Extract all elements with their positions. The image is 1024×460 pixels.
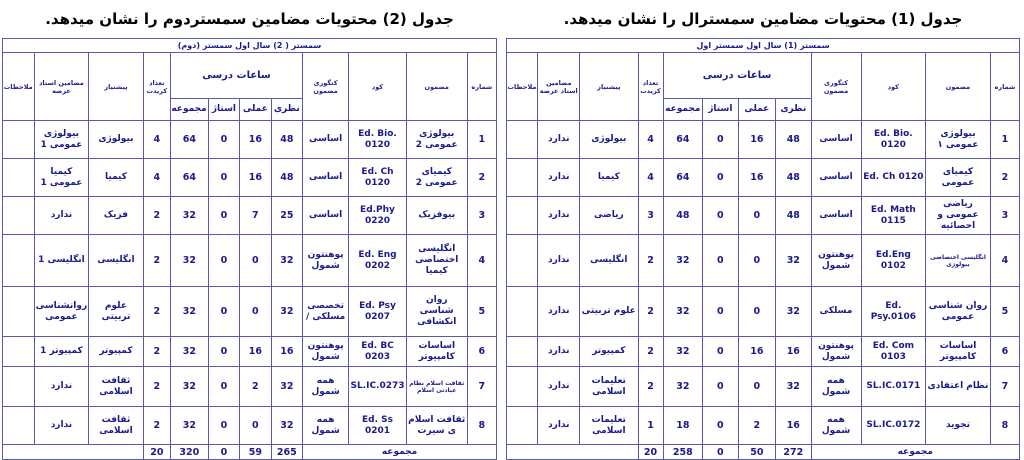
total-credits: 20 — [143, 445, 170, 460]
table-row — [3, 407, 497, 445]
cell-credits: 2 — [638, 235, 663, 287]
header-code: کود — [861, 53, 926, 121]
cell-dept: انگلیسی 1 — [34, 235, 89, 287]
cell-theory: 32 — [776, 367, 811, 407]
header-theory: نظری — [271, 99, 302, 121]
cell-no: 8 — [467, 407, 496, 445]
cell-category: اساسی — [811, 159, 861, 197]
cell-master: 0 — [703, 337, 738, 367]
cell-code: SL.IC.0273 — [349, 367, 407, 407]
cell-practical: 16 — [738, 159, 776, 197]
cell-credits: 4 — [638, 159, 663, 197]
total-practical: 59 — [240, 445, 271, 460]
cell-master: 0 — [703, 121, 738, 159]
header-credits: تعداد کریدت — [143, 53, 170, 121]
cell-master: 0 — [208, 407, 239, 445]
cell-subject: بیولوژی عمومی 2 — [406, 121, 467, 159]
cell-category: اساسی — [811, 121, 861, 159]
cell-dept: ندارد — [34, 407, 89, 445]
cell-prereq: تعلیمات اسلامی — [580, 407, 638, 445]
cell-prereq: بیولوژی — [89, 121, 144, 159]
cell-master: 0 — [208, 197, 239, 235]
cell-no: 2 — [467, 159, 496, 197]
cell-credits: 4 — [638, 121, 663, 159]
table-row — [507, 197, 1020, 235]
header-theory: نظری — [776, 99, 811, 121]
cell-credits: 2 — [143, 407, 170, 445]
cell-no: 7 — [467, 367, 496, 407]
cell-category: همه شمول — [303, 367, 349, 407]
cell-code: Ed. Psy 0207 — [349, 287, 407, 337]
cell-no: 3 — [467, 197, 496, 235]
cell-category: تخصصی مسلکی / — [303, 287, 349, 337]
cell-total: 18 — [663, 407, 703, 445]
cell-notes — [3, 235, 35, 287]
cell-practical: 0 — [240, 287, 271, 337]
cell-category: همه شمول — [811, 407, 861, 445]
total-theory: 272 — [776, 445, 811, 460]
cell-practical: 16 — [738, 121, 776, 159]
cell-master: 0 — [703, 367, 738, 407]
table-row — [507, 159, 1020, 197]
cell-notes — [3, 337, 35, 367]
cell-notes — [3, 159, 35, 197]
cell-category: اساسی — [303, 159, 349, 197]
cell-prereq: تعلیمات اسلامی — [580, 367, 638, 407]
cell-practical: 7 — [240, 197, 271, 235]
cell-dept: ندارد — [538, 159, 580, 197]
cell-master: 0 — [208, 121, 239, 159]
cell-notes — [3, 367, 35, 407]
cell-practical: 2 — [738, 407, 776, 445]
cell-no: 1 — [990, 121, 1019, 159]
cell-master: 0 — [703, 235, 738, 287]
cell-credits: 2 — [143, 235, 170, 287]
header-notes: ملاحظات — [3, 53, 35, 121]
cell-notes — [507, 197, 538, 235]
cell-total: 32 — [663, 287, 703, 337]
cell-category: همه شمول — [811, 367, 861, 407]
cell-category: اساسی — [811, 197, 861, 235]
curriculum-table — [2, 38, 497, 460]
cell-subject: بیوفزیک — [406, 197, 467, 235]
totals-empty — [507, 445, 639, 460]
cell-code: Ed. Math 0115 — [861, 197, 926, 235]
cell-code: Ed. BC 0203 — [349, 337, 407, 367]
cell-credits: 2 — [638, 287, 663, 337]
cell-code: Ed. Ch 0120 — [349, 159, 407, 197]
cell-code: Ed. Ss 0201 — [349, 407, 407, 445]
cell-theory: 48 — [776, 121, 811, 159]
cell-dept: ندارد — [34, 197, 89, 235]
totals-row — [3, 445, 497, 460]
cell-subject: ریاضی عمومی و احصائیه — [926, 197, 991, 235]
cell-code: SL.IC.0172 — [861, 407, 926, 445]
cell-total: 32 — [663, 235, 703, 287]
cell-code: Ed.Eng 0102 — [861, 235, 926, 287]
cell-dept: ندارد — [538, 235, 580, 287]
cell-master: 0 — [208, 367, 239, 407]
cell-subject: کیمیای عمومی — [926, 159, 991, 197]
cell-code: Ed. Bio. 0120 — [349, 121, 407, 159]
cell-no: 1 — [467, 121, 496, 159]
cell-theory: 32 — [271, 287, 302, 337]
table-title: جدول (2) محتویات مضامین سمستردوم را نشان میدهد. — [45, 10, 454, 28]
cell-subject: کیمیای عمومی 2 — [406, 159, 467, 197]
total-master: 0 — [208, 445, 239, 460]
cell-total: 32 — [170, 407, 208, 445]
cell-master: 0 — [703, 159, 738, 197]
cell-dept: ندارد — [538, 337, 580, 367]
cell-subject: انگلیسی اختصاصی بیولوژی — [926, 235, 991, 287]
cell-practical: 16 — [738, 337, 776, 367]
cell-theory: 48 — [776, 159, 811, 197]
cell-practical: 0 — [738, 367, 776, 407]
curriculum-table — [506, 38, 1020, 460]
cell-dept: روانشناسی عمومی — [34, 287, 89, 337]
total-total: 320 — [170, 445, 208, 460]
cell-no: 8 — [990, 407, 1019, 445]
cell-credits: 4 — [143, 159, 170, 197]
cell-dept: ندارد — [538, 287, 580, 337]
table-row — [3, 235, 497, 287]
totals-label: مجموعه — [303, 445, 497, 460]
cell-notes — [507, 407, 538, 445]
totals-label: مجموعه — [811, 445, 1019, 460]
cell-no: 4 — [990, 235, 1019, 287]
cell-no: 6 — [990, 337, 1019, 367]
cell-total: 32 — [170, 287, 208, 337]
cell-total: 32 — [170, 235, 208, 287]
cell-prereq: کمپیوتر — [89, 337, 144, 367]
totals-empty — [3, 445, 144, 460]
cell-notes — [507, 337, 538, 367]
cell-notes — [507, 367, 538, 407]
cell-theory: 48 — [271, 159, 302, 197]
table-row — [3, 337, 497, 367]
cell-code: Ed. Eng 0202 — [349, 235, 407, 287]
cell-prereq: علوم تربیتی — [89, 287, 144, 337]
cell-category: اساسی — [303, 197, 349, 235]
table-row — [3, 159, 497, 197]
semester-label: سمستر (1) سال اول سمستر اول — [507, 39, 1020, 53]
table-row — [3, 367, 497, 407]
cell-theory: 16 — [776, 337, 811, 367]
cell-prereq: ثقافت اسلامی — [89, 367, 144, 407]
cell-category: اساسی — [303, 121, 349, 159]
header-practical: عملی — [738, 99, 776, 121]
cell-code: Ed. Com 0103 — [861, 337, 926, 367]
cell-credits: 2 — [143, 197, 170, 235]
header-hours: ساعات درسی — [663, 53, 811, 99]
table-1-panel — [506, 0, 1020, 460]
table-row — [507, 367, 1020, 407]
cell-credits: 2 — [143, 367, 170, 407]
cell-notes — [507, 121, 538, 159]
cell-prereq: انگلیسی — [89, 235, 144, 287]
header-dept: مضامین استاد عرضه — [538, 53, 580, 121]
cell-notes — [3, 121, 35, 159]
table-row — [507, 407, 1020, 445]
cell-theory: 25 — [271, 197, 302, 235]
cell-dept: بیولوژی عمومی 1 — [34, 121, 89, 159]
cell-category: مسلکی — [811, 287, 861, 337]
semester-label: سمستر ( 2) سال اول سمستر (دوم) — [3, 39, 497, 53]
cell-notes — [507, 287, 538, 337]
cell-master: 0 — [208, 235, 239, 287]
total-master: 0 — [703, 445, 738, 460]
semester-row — [3, 39, 497, 53]
cell-master: 0 — [208, 287, 239, 337]
cell-notes — [3, 287, 35, 337]
cell-theory: 32 — [271, 407, 302, 445]
cell-theory: 16 — [776, 407, 811, 445]
cell-theory: 32 — [271, 235, 302, 287]
cell-practical: 16 — [240, 337, 271, 367]
cell-prereq: کیمیا — [89, 159, 144, 197]
cell-subject: انگلیسی اختصاصی کیمیا — [406, 235, 467, 287]
cell-category: پوهنتون شمول — [811, 337, 861, 367]
cell-category: همه شمول — [303, 407, 349, 445]
cell-subject: نظام اعتقادی — [926, 367, 991, 407]
cell-category: پوهنتون شمول — [811, 235, 861, 287]
header-credits: تعداد کریدت — [638, 53, 663, 121]
cell-notes — [507, 235, 538, 287]
cell-practical: 0 — [738, 197, 776, 235]
table-title: جدول (1) محتویات مضامین سمسترال را نشان میدهد. — [563, 10, 963, 28]
header-subject: مضمون — [926, 53, 991, 121]
cell-prereq: ریاضی — [580, 197, 638, 235]
table-row — [507, 121, 1020, 159]
cell-credits: 4 — [143, 121, 170, 159]
cell-total: 48 — [663, 197, 703, 235]
cell-no: 3 — [990, 197, 1019, 235]
cell-no: 2 — [990, 159, 1019, 197]
cell-practical: 0 — [738, 235, 776, 287]
cell-subject: ثقافت اسلام ی سیرت — [406, 407, 467, 445]
cell-practical: 0 — [738, 287, 776, 337]
cell-practical: 16 — [240, 159, 271, 197]
header-no: شماره — [467, 53, 496, 121]
cell-prereq: بیولوژی — [580, 121, 638, 159]
cell-subject: ثقافت اسلام نظام عبادتی اسلام — [406, 367, 467, 407]
totals-row — [507, 445, 1020, 460]
cell-credits: 2 — [143, 337, 170, 367]
cell-master: 0 — [703, 407, 738, 445]
cell-theory: 32 — [271, 367, 302, 407]
header-master: استاژ — [703, 99, 738, 121]
cell-total: 32 — [663, 337, 703, 367]
cell-dept: ندارد — [538, 367, 580, 407]
cell-theory: 48 — [776, 197, 811, 235]
cell-prereq: علوم تربیتی — [580, 287, 638, 337]
cell-prereq: کیمیا — [580, 159, 638, 197]
total-total: 258 — [663, 445, 703, 460]
cell-dept: کمپیوتر 1 — [34, 337, 89, 367]
cell-total: 32 — [170, 337, 208, 367]
cell-total: 32 — [170, 367, 208, 407]
header-master: استاژ — [208, 99, 239, 121]
cell-notes — [507, 159, 538, 197]
cell-total: 64 — [170, 159, 208, 197]
header-notes: ملاحظات — [507, 53, 538, 121]
cell-dept: کیمیا عمومی 1 — [34, 159, 89, 197]
total-practical: 50 — [738, 445, 776, 460]
cell-theory: 32 — [776, 235, 811, 287]
table-row — [507, 235, 1020, 287]
cell-notes — [3, 407, 35, 445]
cell-prereq: کمپیوتر — [580, 337, 638, 367]
header-prereq: پیشنیاز — [89, 53, 144, 121]
cell-total: 64 — [663, 121, 703, 159]
cell-credits: 3 — [638, 197, 663, 235]
header-subject: مضمون — [406, 53, 467, 121]
cell-dept: ندارد — [34, 367, 89, 407]
cell-theory: 32 — [776, 287, 811, 337]
table-row — [3, 121, 497, 159]
header-category: کتگوری مضمون — [811, 53, 861, 121]
header-practical: عملی — [240, 99, 271, 121]
cell-subject: بیولوژی عمومی ۱ — [926, 121, 991, 159]
header-code: کود — [349, 53, 407, 121]
cell-prereq: انگلیسی — [580, 235, 638, 287]
header-row — [507, 53, 1020, 99]
cell-practical: 0 — [240, 235, 271, 287]
cell-no: 5 — [990, 287, 1019, 337]
cell-code: Ed.Phy 0220 — [349, 197, 407, 235]
header-category: کتگوری مضمون — [303, 53, 349, 121]
total-credits: 20 — [638, 445, 663, 460]
table-row — [3, 287, 497, 337]
cell-code: SL.IC.0171 — [861, 367, 926, 407]
cell-practical: 16 — [240, 121, 271, 159]
cell-master: 0 — [703, 287, 738, 337]
cell-prereq: ثقافت اسلامی — [89, 407, 144, 445]
cell-subject: اساسات کامپیوتر — [406, 337, 467, 367]
cell-credits: 1 — [638, 407, 663, 445]
cell-category: پوهنتون شمول — [303, 235, 349, 287]
table-2-panel — [2, 0, 497, 460]
header-no: شماره — [990, 53, 1019, 121]
cell-practical: 2 — [240, 367, 271, 407]
header-prereq: پیشنیاز — [580, 53, 638, 121]
header-dept: مضامین استاد عرضه — [34, 53, 89, 121]
cell-credits: 2 — [638, 337, 663, 367]
cell-code: Ed. Psy.0106 — [861, 287, 926, 337]
header-row — [3, 53, 497, 99]
cell-code: Ed. Ch 0120 — [861, 159, 926, 197]
header-total: مجموعه — [663, 99, 703, 121]
cell-subject: روان شناسی عمومی — [926, 287, 991, 337]
cell-theory: 16 — [271, 337, 302, 367]
total-theory: 265 — [271, 445, 302, 460]
cell-total: 32 — [170, 197, 208, 235]
cell-no: 5 — [467, 287, 496, 337]
cell-code: Ed. Bio. 0120 — [861, 121, 926, 159]
cell-category: پوهنتون شمول — [303, 337, 349, 367]
cell-total: 32 — [663, 367, 703, 407]
cell-theory: 48 — [271, 121, 302, 159]
cell-dept: ندارد — [538, 197, 580, 235]
cell-credits: 2 — [143, 287, 170, 337]
cell-practical: 0 — [240, 407, 271, 445]
cell-master: 0 — [208, 159, 239, 197]
cell-subject: روان شناسی انکشافی — [406, 287, 467, 337]
cell-total: 64 — [170, 121, 208, 159]
table-row — [507, 337, 1020, 367]
header-hours: ساعات درسی — [170, 53, 302, 99]
cell-dept: ندارد — [538, 121, 580, 159]
header-total: مجموعه — [170, 99, 208, 121]
cell-prereq: فزیک — [89, 197, 144, 235]
semester-row — [507, 39, 1020, 53]
cell-master: 0 — [703, 197, 738, 235]
table-row — [3, 197, 497, 235]
cell-no: 4 — [467, 235, 496, 287]
table-row — [507, 287, 1020, 337]
cell-credits: 2 — [638, 367, 663, 407]
cell-no: 7 — [990, 367, 1019, 407]
cell-no: 6 — [467, 337, 496, 367]
cell-notes — [3, 197, 35, 235]
cell-subject: تجوید — [926, 407, 991, 445]
cell-dept: ندارد — [538, 407, 580, 445]
cell-subject: اساسات کامپیوتر — [926, 337, 991, 367]
cell-master: 0 — [208, 337, 239, 367]
cell-total: 64 — [663, 159, 703, 197]
